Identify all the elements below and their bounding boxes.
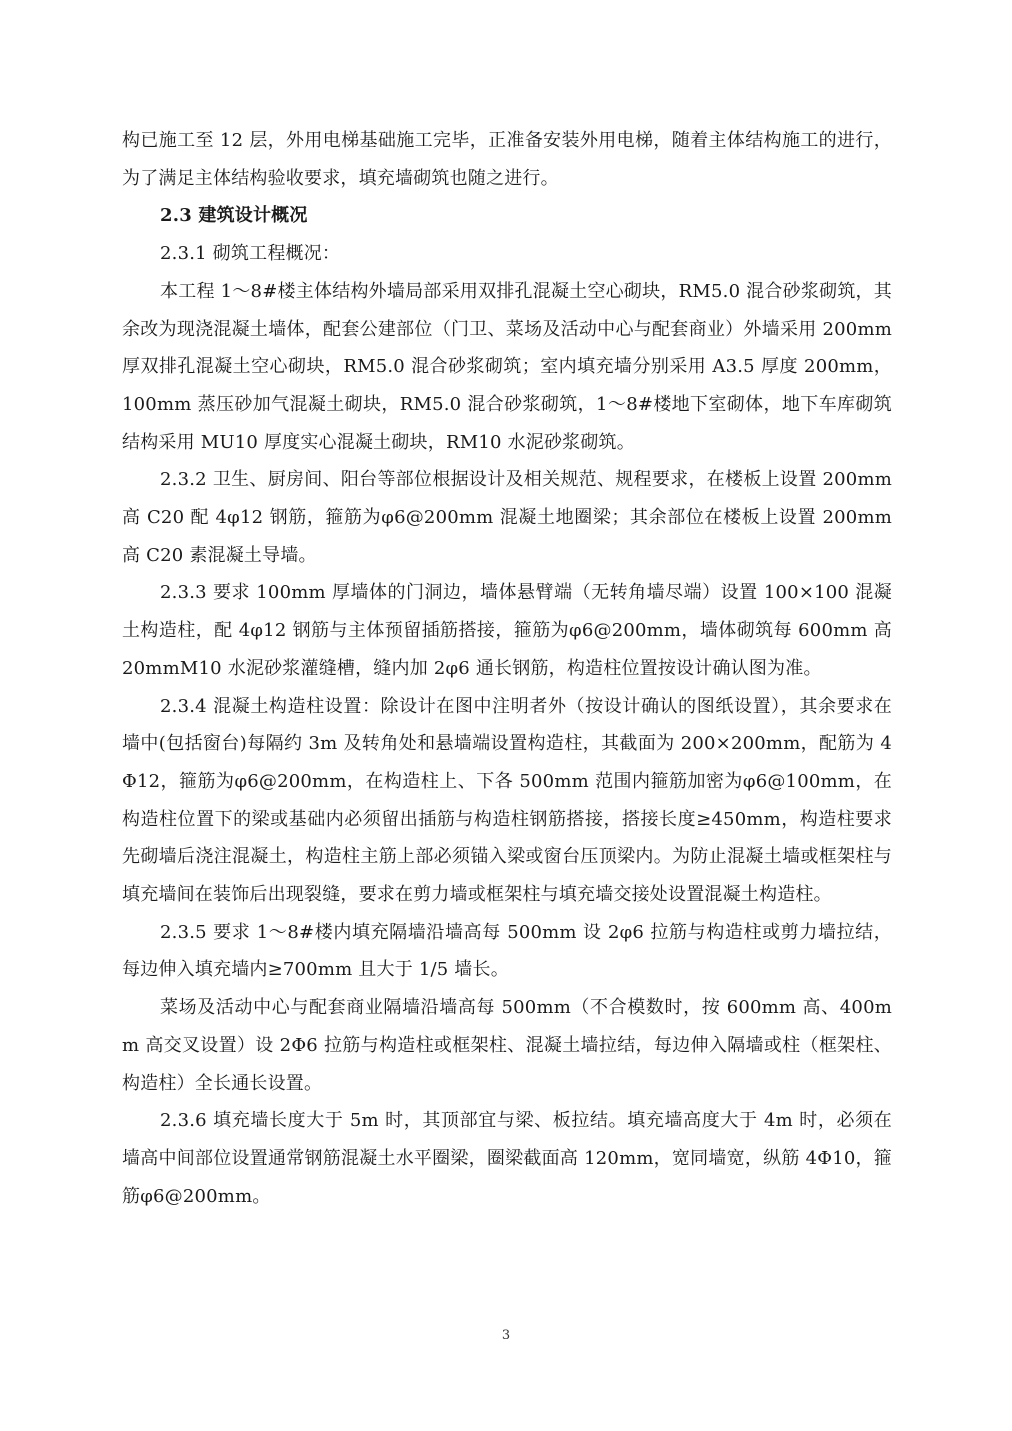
paragraph-2-3-1-title: 2.3.1 砌筑工程概况： (160, 243, 341, 265)
document-body (122, 122, 892, 1215)
page-number: 3 (501, 1328, 511, 1343)
paragraph-2-3-3: 2.3.3 要求 100mm 厚墙体的门洞边，墙体悬臂端（无转角墙尽端）设置 100×100 混凝土构造柱，配 4φ12 钢筋与主体预留插筋搭接，箍筋为φ6@200mm，墙体砌筑每 600mm 高 20mmM10 水泥砂浆灌缝槽，缝内加 2φ6 通长钢筋，构造柱位置按设计确认图为准。 (122, 582, 892, 679)
paragraph-continuation: 构已施工至 12 层，外用电梯基础施工完毕，正准备安装外用电梯，随着主体结构施工的进行，为了满足主体结构验收要求，填充墙砌筑也随之进行。 (122, 130, 892, 189)
paragraph-2-3-4: 2.3.4 混凝土构造柱设置：除设计在图中注明者外（按设计确认的图纸设置），其余要求在墙中(包括窗台)每隔约 3m 及转角处和悬墙端设置构造柱，其截面为 200×200mm，配筋为 4Φ12，箍筋为φ6@200mm，在构造柱上、下各 500mm 范围内箍筋加密为φ6@100mm，在构造柱位置下的梁或基础内必须留出插筋与构造柱钢筋搭接，搭接长度≥450mm，构造柱要求先砌墙后浇注混凝土，构造柱主筋上部必须锚入梁或窗台压顶梁内。为防止混凝土墙或框架柱与填充墙间在装饰后出现裂缝，要求在剪力墙或框架柱与填充墙交接处设置混凝土构造柱。 (122, 695, 892, 906)
paragraph-2-3-2: 2.3.2 卫生、厨房间、阳台等部位根据设计及相关规范、规程要求，在楼板上设置 200mm 高 C20 配 4φ12 钢筋，箍筋为φ6@200mm 混凝土地圈梁；其余部位在楼板上设置 200mm 高 C20 素混凝土导墙。 (122, 469, 892, 566)
paragraph-2-3-1-body: 本工程 1～8#楼主体结构外墙局部采用双排孔混凝土空心砌块，RM5.0 混合砂浆砌筑，其余改为现浇混凝土墙体，配套公建部位（门卫、菜场及活动中心与配套商业）外墙采用 200mm 厚双排孔混凝土空心砌块，RM5.0 混合砂浆砌筑；室内填充墙分别采用 A3.5 厚度 200mm，100mm 蒸压砂加气混凝土砌块，RM5.0 混合砂浆砌筑，1～8#楼地下室砌体，地下车库砌筑结构采用 MU10 厚度实心混凝土砌块，RM10 水泥砂浆砌筑。 (122, 280, 892, 453)
paragraph-2-3-5: 2.3.5 要求 1～8#楼内填充隔墙沿墙高每 500mm 设 2φ6 拉筋与构造柱或剪力墙拉结，每边伸入填充墙内≥700mm 且大于 1/5 墙长。 (122, 921, 892, 981)
section-heading-2-3: 2.3 建筑设计概况 (160, 205, 308, 227)
paragraph-2-3-6: 2.3.6 填充墙长度大于 5m 时，其顶部宜与梁、板拉结。填充墙高度大于 4m 时，必须在墙高中间部位设置通常钢筋混凝土水平圈梁，圈梁截面高 120mm，宽同墙宽，纵筋 4Φ10，箍筋φ6@200mm。 (122, 1110, 892, 1207)
paragraph-market-partition: 菜场及活动中心与配套商业隔墙沿墙高每 500mm（不合模数时，按 600mm 高、400mm 高交叉设置）设 2Φ6 拉筋与构造柱或框架柱、混凝土墙拉结，每边伸入隔墙或柱（框架柱、构造柱）全长通长设置。 (122, 997, 892, 1094)
